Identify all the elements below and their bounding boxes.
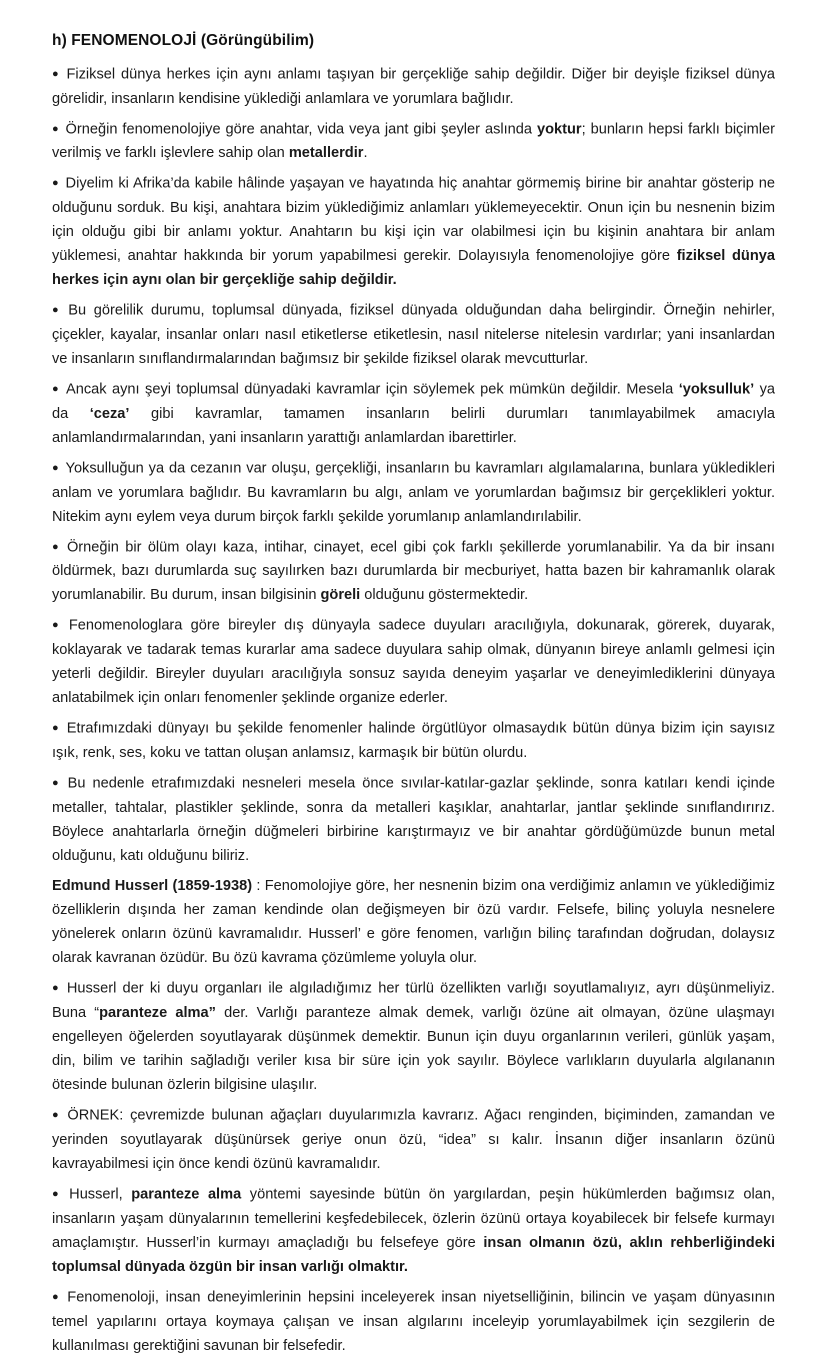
paragraph-p5 xyxy=(52,377,775,450)
emphasis-text: ‘ceza’ xyxy=(89,405,130,422)
bullet-icon: ● xyxy=(52,1109,62,1122)
body-text: gibi kavramlar, tamamen insanların belirli durumları tanımlayabilmek amacıyla anlamlandırmalarından, yani insanların yarattığı anlamlardan ibarettirler. xyxy=(52,405,775,446)
emphasis-text: Edmund Husserl (1859-1938) xyxy=(52,877,257,894)
body-text: Husserl der ki duyu organları ile algıladığımız her türlü özellikten varlığı soyutlamalıyız, ayrı düşünmeliyiz. Buna “ xyxy=(52,980,775,1021)
body-text: Yoksulluğun ya da cezanın var oluşu, gerçekliği, insanların bu kavramları algılamalarına, bunlara yükledikleri anlam ve yorumlara bağlıdır. Bu kavramların bu algı, anlam ve yorumlardan bağımsız bir gerçeklikleri yoktur. Nitekim aynı eylem veya durum birçok farklı şekilde yorumlanıp anlamlandırılabilir. xyxy=(52,460,775,525)
bullet-icon: ● xyxy=(52,122,60,135)
emphasis-text: fiziksel dünya herkes için aynı olan bir gerçekliğe sahip değildir. xyxy=(52,248,775,289)
bullet-icon: ● xyxy=(52,68,61,80)
emphasis-text: göreli xyxy=(320,587,361,604)
body-text: . xyxy=(363,145,368,162)
page-title: h) FENOMENOLOJİ (Görüngübilim) xyxy=(52,32,315,49)
bullet-icon: ● xyxy=(52,177,60,190)
paragraph-p7 xyxy=(52,535,775,608)
bullet-icon: ● xyxy=(52,777,62,790)
paragraph-p8 xyxy=(52,613,775,710)
paragraph-p4 xyxy=(52,298,775,371)
body-text: Örneğin bir ölüm olayı kaza, intihar, cinayet, ecel gibi çok farklı şekillerde yorumlanabilir. Ya da bir insanı öldürmek, bazı durumlarda suç sayılırken bazı durumlarda bir mecburiyet, hatta bazen bir kahramanlık olarak yorumlanabilir. Bu durum, insan bilgisinin xyxy=(52,539,775,604)
bullet-icon: ● xyxy=(52,619,63,632)
paragraph-p14 xyxy=(52,1182,775,1279)
body-text: ; bunların hepsi farklı biçimler verilmiş ve farklı işlevlere sahip olan xyxy=(52,121,775,162)
paragraph-p10 xyxy=(52,771,775,868)
body-text: Bu görelilik durumu, toplumsal dünyada, fiziksel dünyada olduğundan daha belirgindir. Örneğin nehirler, çiçekler, kayalar, insanlar onları nasıl etiketlerse etiketlesin, nasıl nitelerse nitelesin vardırlar; yani insanlardan ve insanların sınıflandırmalarından bağımsız bir şekilde fiziksel olarak mevcutturlar. xyxy=(52,302,775,368)
emphasis-text: yoktur xyxy=(536,121,582,138)
paragraph-p2 xyxy=(52,117,775,166)
body-text: olduğunu göstermektedir. xyxy=(360,587,529,604)
body-text: Bu nedenle etrafımızdaki nesneleri mesela önce sıvılar-katılar-gazlar şeklinde, sonra katıları kendi içinde metaller, tahtalar, plastikler şeklinde, sonra da metalleri kaşıklar, anahtarlar, jantlar şeklinde sınıflandırırız. Böylece anahtarlarla örneğin düğmeleri birbirine karıştırmayız ve bir anahtar gördüğümüzde bunun metal olduğunu, katı olduğunu biliriz. xyxy=(52,775,775,864)
bullet-icon: ● xyxy=(52,461,60,474)
bullet-icon: ● xyxy=(52,722,61,735)
bullet-icon: ● xyxy=(52,383,61,396)
body-text: ya da xyxy=(52,381,775,422)
bullet-icon: ● xyxy=(52,982,61,995)
body-text: Fenomenologlara göre bireyler dış dünyayla sadece duyuları aracılığıyla, dokunarak, görerek, duyarak, koklayarak ve tadarak temas kurarlar ama sadece duyulara sahip olmak, dünyanın bireye anlamlı gelmesi için yeterli değildir. Bireyler duyuları aracılığıyla sonsuz sayıda deneyim yaşarlar ve deneyimlediklerini dünyaya anlatabilmek için onları fenomenler şeklinde organize ederler. xyxy=(52,617,775,707)
emphasis-text: insan olmanın özü, aklın rehberliğindeki toplumsal dünyada özgün bir insan varlığı olmaktır. xyxy=(52,1234,775,1275)
paragraph-p3 xyxy=(52,171,775,292)
emphasis-text: paranteze alma xyxy=(131,1186,242,1203)
document-body xyxy=(52,62,775,1358)
body-text: yöntemi sayesinde bütün ön yargılardan, peşin hükümlerden bağımsız olan, insanların yaşam dünyalarının temellerini keşfedebilecek, özlerin özünü ortaya koyabilecek bir felsefe kurmayı amaçlamıştır. Husserl’in kurmayı amaçladığı bu felsefeye göre xyxy=(52,1186,776,1251)
body-text: Örneğin fenomenolojiye göre anahtar, vida veya jant gibi şeyler aslında xyxy=(65,121,537,138)
body-text: Ancak aynı şeyi toplumsal dünyadaki kavramlar için söylemek pek mümkün değildir. Mesela xyxy=(66,381,679,398)
paragraph-p9 xyxy=(52,716,775,765)
paragraph-p15 xyxy=(52,1285,775,1358)
bullet-icon: ● xyxy=(52,540,61,553)
emphasis-text: ‘yoksulluk’ xyxy=(678,381,755,398)
paragraph-p13 xyxy=(52,1103,775,1176)
body-text: Fiziksel dünya herkes için aynı anlamı taşıyan bir gerçekliğe sahip değildir. Diğer bir deyişle fiziksel dünya görelidir, insanların kendisine yüklediği anlamlara ve yorumlara bağlıdır. xyxy=(52,66,775,107)
paragraph-p11 xyxy=(52,874,775,970)
paragraph-p12 xyxy=(52,976,775,1097)
body-text: Etrafımızdaki dünyayı bu şekilde fenomenler halinde örgütlüyor olmasaydık bütün dünya bizim için sayısız ışık, renk, ses, koku ve tattan oluşan anlamsız, karmaşık bir bütün olurdu. xyxy=(52,720,775,761)
body-text: der. Varlığı paranteze almak demek, varlığı özüne ait olmayan, özüne ulaşmayı engelleyen öğelerden soyutlayarak düşünmek demektir. Bunun için duyu organlarının verileri, günlük yaşam, din, bilim ve tarihin sağladığı veriler kısa bir süre için yok sayılır. Böylece varlıkların duyularla algılananın ötesinde bulunan özlerin bilgisine ulaşılır. xyxy=(52,1004,775,1094)
emphasis-text: metallerdir xyxy=(288,145,364,162)
body-text: Husserl, xyxy=(69,1186,132,1203)
bullet-icon: ● xyxy=(52,304,63,317)
bullet-icon: ● xyxy=(52,1290,62,1303)
bullet-icon: ● xyxy=(52,1188,64,1201)
body-text: Fenomenoloji, insan deneyimlerinin hepsini inceleyerek insan niyetselliğinin, bilincin ve yaşam dünyasının temel yapılarını ortaya koymaya çalışan ve insan algılarını inceleyip yorumlayabilmek için sezgilerin de kullanılması gerektiğini savunan bir felsefedir. xyxy=(52,1289,775,1354)
body-text: : Fenomolojiye göre, her nesnenin bizim ona verdiğimiz anlamın ve yüklediğimiz özelliklerin dışında her zaman kendinde olan değişmeyen bir özü vardır. Felsefe, bilinç yoluyla nesnelere yönelerek onların özünü kavramalıdır. Husserl’ e göre fenomen, varlığın bilinç tarafından doğrudan, dolaysız olarak kavranan özüdür. Bu özü kavrama çözümleme yoluyla olur. xyxy=(52,877,775,967)
paragraph-p6 xyxy=(52,456,775,529)
emphasis-text: paranteze alma” xyxy=(99,1004,216,1021)
paragraph-p1 xyxy=(52,62,775,111)
body-text: ÖRNEK: çevremizde bulunan ağaçları duyularımızla kavrarız. Ağacı renginden, biçiminden, zamandan ve yerinden soyutlayarak düşünürsek geriye onun özü, “idea” sı kalır. İnsanın diğer insanların özünü kavrayabilmesi için önce kendi özünü kavramalıdır. xyxy=(52,1107,775,1172)
body-text: Diyelim ki Afrika’da kabile hâlinde yaşayan ve hayatında hiç anahtar görmemiş birine bir anahtar gösterip ne olduğunu sorduk. Bu kişi, anahtara bizim yüklediğimiz anlamları yüklemeyecektir. Onun için bu nesnenin bizim için olduğu gibi bir anlamı yoktur. Anahtarın bu kişi için var olabilmesi için bu kişinin anahtara bir anlam yüklemesi, anahtar hakkında bir yorum yapabilmesi gerekir. Dolayısıyla fenomenolojiye göre xyxy=(52,175,775,265)
